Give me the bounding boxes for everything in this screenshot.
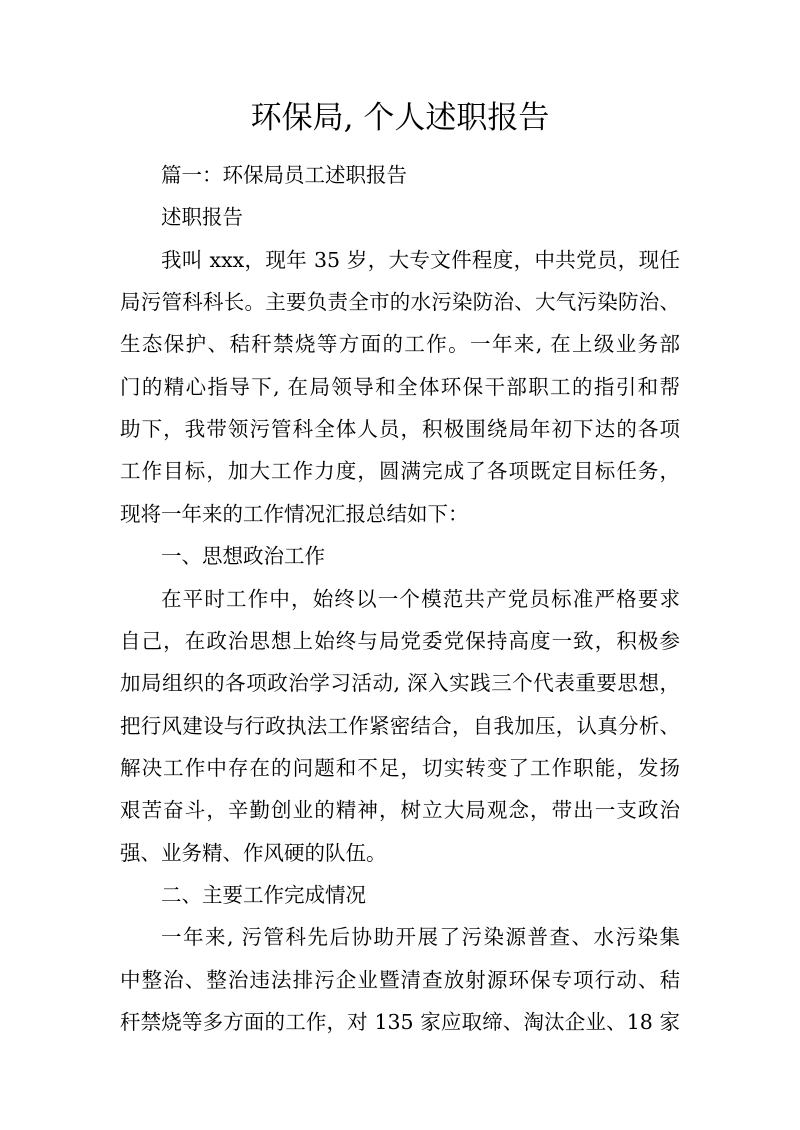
paragraph-line: 在平时工作中，始终以一个模范共产党员标准严格要求 — [161, 586, 680, 611]
paragraph-line: 把行风建设与行政执法工作紧密结合，自我加压，认真分析、 — [120, 713, 680, 738]
paragraph-line: 门的精心指导下, 在局领导和全体环保干部职工的指引和帮 — [120, 374, 680, 399]
paragraph-line: 我叫 xxx，现年 35 岁，大专文件程度，中共党员，现任 — [161, 247, 680, 272]
section-heading: 篇一：环保局员工述职报告 — [161, 163, 407, 187]
paragraph-line: 局污管科科长。主要负责全市的水污染防治、大气污染防治、 — [120, 290, 680, 315]
section-heading: 二、主要工作完成情况 — [161, 882, 366, 907]
paragraph-line: 秆禁烧等多方面的工作，对 135 家应取缔、淘汰企业、18 家 — [120, 1010, 680, 1034]
paragraph-line: 一年来, 污管科先后协助开展了污染源普查、水污染集 — [161, 925, 680, 950]
paragraph-line: 解决工作中存在的问题和不足，切实转变了工作职能，发扬 — [120, 755, 680, 780]
paragraph-line: 自己，在政治思想上始终与局党委党保持高度一致，积极参 — [120, 628, 680, 653]
paragraph-line: 现将一年来的工作情况汇报总结如下： — [120, 501, 469, 526]
section-heading: 一、思想政治工作 — [161, 544, 325, 569]
section-heading: 述职报告 — [161, 205, 243, 230]
paragraph-line: 工作目标，加大工作力度，圆满完成了各项既定目标任务， — [120, 459, 680, 484]
paragraph-line: 强、业务精、作风硬的队伍。 — [120, 840, 387, 865]
paragraph-line: 生态保护、秸秆禁烧等方面的工作。一年来, 在上级业务部 — [120, 332, 680, 357]
paragraph-line: 助下，我带领污管科全体人员，积极围绕局年初下达的各项 — [120, 417, 680, 442]
paragraph-line: 中整治、整治违法排污企业暨清查放射源环保专项行动、秸 — [120, 967, 680, 992]
document-title: 环保局, 个人述职报告 — [250, 100, 550, 136]
paragraph-line: 加局组织的各项政治学习活动, 深入实践三个代表重要思想， — [120, 671, 680, 696]
paragraph-line: 艰苦奋斗，辛勤创业的精神，树立大局观念，带出一支政治 — [120, 798, 680, 823]
